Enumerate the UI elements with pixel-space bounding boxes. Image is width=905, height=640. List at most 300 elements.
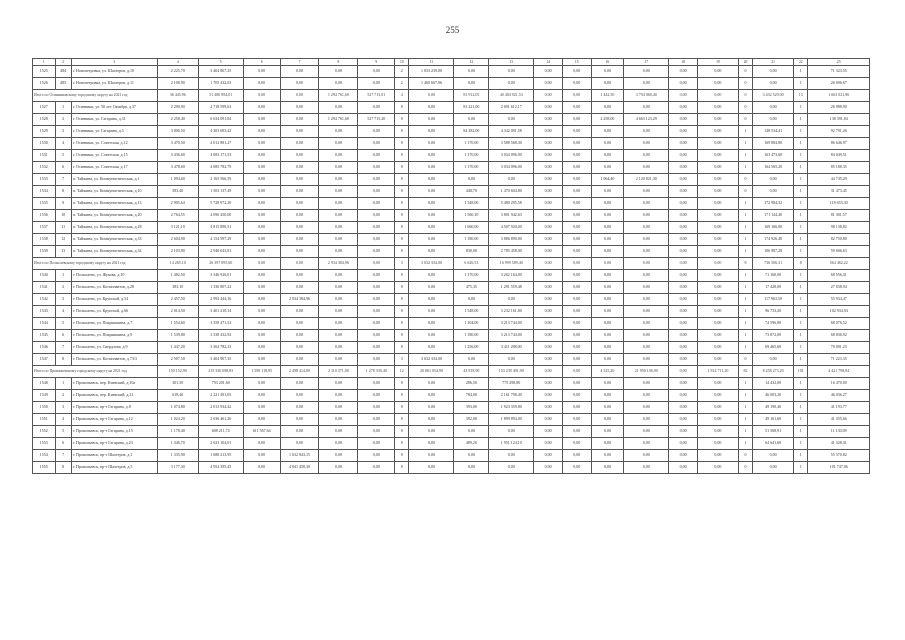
- register-table-sheet: [32, 58, 870, 598]
- table-cell: 0,00: [243, 306, 280, 318]
- table-cell: 0,00: [534, 450, 563, 462]
- table-cell: 0,00: [243, 210, 280, 222]
- table-cell: 0,00: [624, 78, 669, 90]
- table-cell: 0,00: [454, 66, 489, 78]
- table-cell: 0,00: [591, 186, 624, 198]
- table-cell: 102 934,94: [808, 306, 870, 318]
- table-cell: 1539: [33, 246, 56, 258]
- table-cell: 0,00: [624, 282, 669, 294]
- table-cell: 0,00: [280, 174, 319, 186]
- table-cell: 10: [55, 210, 71, 222]
- table-cell: 1 094,60: [157, 174, 198, 186]
- table-row: [33, 318, 870, 330]
- table-cell: 1: [794, 426, 808, 438]
- table-cell: 1542: [33, 294, 56, 306]
- table-cell: 489,20: [454, 438, 489, 450]
- table-cell: 0,00: [562, 426, 591, 438]
- table-cell: 2 120 821,30: [624, 174, 669, 186]
- table-cell: 0: [395, 282, 409, 294]
- table-cell: 13: [55, 246, 71, 258]
- table-cell: 0,00: [669, 102, 698, 114]
- table-cell: 0,00: [243, 246, 280, 258]
- table-cell: 1: [794, 162, 808, 174]
- table-cell: 0,00: [697, 210, 738, 222]
- table-cell: 0,00: [697, 414, 738, 426]
- table-cell: 2 764,55: [157, 210, 198, 222]
- table-cell: 0,00: [319, 342, 358, 354]
- table-cell: 43 918,90: [454, 366, 489, 378]
- table-cell: 0,00: [697, 390, 738, 402]
- table-cell: 3 432 529,00: [753, 90, 794, 102]
- table-cell: 0,00: [624, 294, 669, 306]
- table-cell: 0: [738, 102, 752, 114]
- table-cell: 0,00: [243, 186, 280, 198]
- table-cell: 0,00: [669, 270, 698, 282]
- address-cell: г. Прокопьевск, пер. Киевский, д.10а: [71, 378, 157, 390]
- table-cell: 0,00: [409, 246, 454, 258]
- table-cell: 0,00: [697, 342, 738, 354]
- table-cell: 0,00: [534, 354, 563, 366]
- table-cell: 1550: [33, 402, 56, 414]
- table-cell: 3 801 942,63: [489, 210, 534, 222]
- table-cell: 0,00: [280, 210, 319, 222]
- table-cell: 0,00: [319, 438, 358, 450]
- table-cell: 3 177,30: [157, 462, 198, 474]
- table-cell: 0: [395, 246, 409, 258]
- table-cell: 484: [55, 66, 71, 78]
- table-cell: 0,00: [624, 186, 669, 198]
- table-cell: 1: [738, 246, 752, 258]
- table-cell: 101 747,06: [808, 462, 870, 474]
- table-cell: 0,00: [591, 306, 624, 318]
- table-cell: 1528: [33, 114, 56, 126]
- table-cell: 0,00: [534, 102, 563, 114]
- table-cell: 2 498 414,00: [280, 366, 319, 378]
- table-cell: 2 992 444,16: [198, 294, 243, 306]
- table-cell: 73 872,00: [753, 330, 794, 342]
- table-cell: 0,00: [669, 294, 698, 306]
- table-row: [33, 150, 870, 162]
- table-cell: 82: [738, 366, 752, 378]
- table-cell: 0,00: [534, 174, 563, 186]
- table-cell: 0: [395, 270, 409, 282]
- table-cell: 0,00: [591, 270, 624, 282]
- table-cell: 0: [738, 78, 752, 90]
- table-cell: 0,00: [280, 330, 319, 342]
- table-cell: 1: [794, 66, 808, 78]
- table-cell: 1: [738, 294, 752, 306]
- table-cell: 1: [794, 174, 808, 186]
- table-cell: 0,00: [697, 66, 738, 78]
- address-cell: г. Новопетровка, ул. Шахтеров, д.11: [71, 78, 157, 90]
- table-cell: 0,00: [669, 342, 698, 354]
- table-cell: 0,00: [562, 234, 591, 246]
- table-cell: 1 180,00: [454, 234, 489, 246]
- address-cell: г. Осинники, ул. 50 лет Октября, д.37: [71, 102, 157, 114]
- address-cell: г. Прокопьевск, пр-т Шахтеров, д.1: [71, 450, 157, 462]
- table-cell: 16 470,00: [808, 378, 870, 390]
- table-cell: 0,00: [669, 426, 698, 438]
- table-cell: 5 480 295,58: [489, 198, 534, 210]
- table-cell: 1: [794, 78, 808, 90]
- table-cell: 1 539,80: [157, 330, 198, 342]
- table-cell: 2 161 798,40: [489, 390, 534, 402]
- table-cell: 4: [55, 138, 71, 150]
- table-cell: 0,00: [624, 210, 669, 222]
- table-cell: 0,00: [243, 438, 280, 450]
- table-cell: 3 411 288,00: [489, 342, 534, 354]
- table-cell: 1 548,00: [454, 306, 489, 318]
- table-cell: 0,00: [243, 402, 280, 414]
- table-cell: 0,00: [591, 234, 624, 246]
- column-number-cell: 23: [808, 59, 870, 66]
- table-cell: 0,00: [280, 102, 319, 114]
- table-cell: 36 445,96: [157, 90, 198, 102]
- table-cell: 0,00: [358, 150, 395, 162]
- table-cell: 0,00: [358, 330, 395, 342]
- table-cell: 0,00: [409, 390, 454, 402]
- table-cell: 0,00: [697, 126, 738, 138]
- table-cell: 1: [794, 354, 808, 366]
- table-cell: 0,00: [591, 246, 624, 258]
- table-cell: 0,00: [669, 438, 698, 450]
- table-row: [33, 414, 870, 426]
- table-cell: 0,00: [697, 438, 738, 450]
- table-cell: 1532: [33, 162, 56, 174]
- table-cell: 564 462,22: [808, 258, 870, 270]
- table-cell: 0,00: [562, 126, 591, 138]
- table-cell: 0,00: [358, 378, 395, 390]
- table-cell: 0,00: [319, 150, 358, 162]
- table-cell: 49 161,60: [753, 414, 794, 426]
- table-cell: 775 298,80: [489, 378, 534, 390]
- table-cell: 793 201,60: [198, 378, 243, 390]
- table-cell: 3 470,50: [157, 138, 198, 150]
- table-cell: 0,00: [280, 390, 319, 402]
- table-cell: 3 478,60: [157, 162, 198, 174]
- table-cell: 0,00: [562, 282, 591, 294]
- table-cell: 0,00: [534, 246, 563, 258]
- table-cell: 0,00: [358, 294, 395, 306]
- table-cell: 0,00: [697, 138, 738, 150]
- table-cell: 0,00: [669, 354, 698, 366]
- column-number-cell: 10: [395, 59, 409, 66]
- table-cell: 4: [55, 414, 71, 426]
- table-cell: 1 294 761,60: [319, 90, 358, 102]
- table-cell: 3 404 907,35: [198, 354, 243, 366]
- table-row: [33, 402, 870, 414]
- table-cell: 1 170,00: [454, 138, 489, 150]
- table-cell: 0,00: [534, 306, 563, 318]
- table-cell: 6: [55, 438, 71, 450]
- table-cell: 0,00: [624, 138, 669, 150]
- table-cell: 1: [794, 222, 808, 234]
- table-cell: 1538: [33, 234, 56, 246]
- table-cell: 0,00: [243, 378, 280, 390]
- table-cell: 0,00: [319, 390, 358, 402]
- table-cell: 0,00: [280, 354, 319, 366]
- address-cell: г. Осинники, ул. Советская, д.17: [71, 162, 157, 174]
- table-cell: 6: [55, 330, 71, 342]
- table-cell: 21 950 136,90: [624, 366, 669, 378]
- table-cell: 0,00: [409, 318, 454, 330]
- table-cell: 1: [738, 234, 752, 246]
- table-cell: 169 884,80: [753, 138, 794, 150]
- table-cell: 3: [55, 126, 71, 138]
- table-cell: 3 346 926,01: [198, 270, 243, 282]
- table-cell: 0: [395, 174, 409, 186]
- table-cell: 1 447,20: [157, 342, 198, 354]
- table-cell: 0: [738, 90, 752, 102]
- table-cell: 0,00: [280, 222, 319, 234]
- table-cell: 0,00: [591, 402, 624, 414]
- table-cell: 2: [395, 78, 409, 90]
- table-cell: 1: [738, 342, 752, 354]
- table-cell: 118 653,30: [808, 198, 870, 210]
- table-row: [33, 210, 870, 222]
- table-cell: 3 632 334,00: [409, 258, 454, 270]
- table-cell: 172 984,32: [753, 198, 794, 210]
- subtotal-label: Итого по Полысаевскому городскому округу на 2021 год: [33, 258, 158, 270]
- table-cell: 392,00: [454, 414, 489, 426]
- table-cell: 0,00: [669, 150, 698, 162]
- table-row: [33, 234, 870, 246]
- table-cell: 14 265,10: [157, 258, 198, 270]
- table-cell: 0,00: [280, 150, 319, 162]
- table-cell: 2 940 043,81: [198, 246, 243, 258]
- table-cell: 1: [794, 318, 808, 330]
- table-cell: 0,00: [697, 234, 738, 246]
- table-cell: 0,00: [669, 234, 698, 246]
- table-cell: 0,00: [591, 78, 624, 90]
- table-cell: 1535: [33, 198, 56, 210]
- table-cell: 0,00: [624, 66, 669, 78]
- table-cell: 1: [738, 222, 752, 234]
- column-number-cell: 3: [71, 59, 157, 66]
- table-cell: 106 987,20: [753, 246, 794, 258]
- table-cell: 0: [395, 126, 409, 138]
- table-cell: 736 506,31: [753, 258, 794, 270]
- table-cell: 0,00: [534, 378, 563, 390]
- table-cell: 0,00: [669, 390, 698, 402]
- table-cell: 0: [738, 462, 752, 474]
- table-cell: 3 213 744,00: [489, 318, 534, 330]
- table-cell: 0,00: [534, 270, 563, 282]
- column-number-cell: 2: [55, 59, 71, 66]
- subtotal-label: Итого по Прокопьевскому городскому округу на 2021 год: [33, 366, 158, 378]
- table-cell: 0,00: [669, 330, 698, 342]
- table-cell: 2 785 458,00: [489, 246, 534, 258]
- table-cell: 0: [395, 114, 409, 126]
- table-cell: 0,00: [319, 222, 358, 234]
- table-cell: 527 715,20: [358, 114, 395, 126]
- column-number-cell: 5: [198, 59, 243, 66]
- table-cell: 0,00: [358, 306, 395, 318]
- table-cell: 0: [395, 306, 409, 318]
- table-cell: 485: [55, 78, 71, 90]
- table-cell: 3: [395, 258, 409, 270]
- column-number-cell: 8: [319, 59, 358, 66]
- table-cell: 1 442,50: [591, 90, 624, 102]
- table-cell: 0,00: [489, 114, 534, 126]
- table-cell: 0,00: [562, 438, 591, 450]
- table-cell: 0,00: [697, 450, 738, 462]
- table-cell: 0,00: [319, 318, 358, 330]
- table-cell: 0,00: [562, 222, 591, 234]
- table-cell: 0,00: [697, 282, 738, 294]
- column-number-cell: 20: [738, 59, 752, 66]
- table-cell: 0,00: [624, 162, 669, 174]
- table-cell: 1: [794, 138, 808, 150]
- table-cell: 81 221,00: [454, 102, 489, 114]
- address-cell: г. Полысаево, ул. Космонавтов, д.28: [71, 282, 157, 294]
- table-cell: 0,00: [454, 462, 489, 474]
- table-cell: 0,00: [624, 450, 669, 462]
- table-cell: 0,00: [319, 354, 358, 366]
- table-cell: 0,00: [409, 378, 454, 390]
- table-cell: 0,00: [358, 102, 395, 114]
- table-cell: 1 074,80: [157, 402, 198, 414]
- table-cell: 0,00: [358, 270, 395, 282]
- table-cell: 0: [395, 426, 409, 438]
- table-cell: 0,00: [489, 354, 534, 366]
- table-cell: 1: [794, 186, 808, 198]
- table-cell: 0,00: [669, 378, 698, 390]
- table-cell: 1537: [33, 222, 56, 234]
- table-cell: 0: [395, 210, 409, 222]
- table-cell: 0,00: [624, 102, 669, 114]
- table-cell: 1530: [33, 138, 56, 150]
- table-cell: 0,00: [358, 342, 395, 354]
- table-cell: 448,70: [454, 186, 489, 198]
- table-cell: 0,00: [489, 174, 534, 186]
- table-cell: 4 663 123,29: [624, 114, 669, 126]
- column-number-cell: 4: [157, 59, 198, 66]
- table-cell: 0,00: [624, 150, 669, 162]
- table-cell: 1544: [33, 318, 56, 330]
- table-cell: 0,00: [697, 150, 738, 162]
- address-cell: п. Тайжина, ул. Коммунистическая, д.28: [71, 222, 157, 234]
- table-cell: 6 634 091,84: [198, 114, 243, 126]
- table-cell: 0,00: [358, 174, 395, 186]
- table-cell: 0,00: [409, 174, 454, 186]
- table-cell: 0,00: [319, 450, 358, 462]
- table-cell: 1: [738, 162, 752, 174]
- table-cell: 8: [738, 258, 752, 270]
- table-cell: 0,00: [280, 138, 319, 150]
- table-cell: 0,00: [534, 318, 563, 330]
- column-number-cell: 16: [591, 59, 624, 66]
- table-cell: 13: [794, 90, 808, 102]
- table-cell: 0,00: [669, 366, 698, 378]
- table-cell: 0,00: [358, 246, 395, 258]
- address-cell: г. Прокопьевск, пр-т Гагарина, д.23: [71, 438, 157, 450]
- table-cell: 0,00: [753, 462, 794, 474]
- table-cell: 41 328,31: [808, 438, 870, 450]
- table-cell: 82 750,80: [808, 234, 870, 246]
- table-cell: 68 076,52: [808, 318, 870, 330]
- table-cell: 2 108,90: [157, 78, 198, 90]
- table-cell: 3 121,10: [157, 222, 198, 234]
- table-cell: 1 336 807,22: [198, 282, 243, 294]
- table-cell: 0,00: [280, 306, 319, 318]
- table-cell: 1 256,00: [454, 342, 489, 354]
- table-cell: 1: [738, 150, 752, 162]
- table-cell: 0: [395, 402, 409, 414]
- table-cell: 0,00: [591, 330, 624, 342]
- address-cell: п. Тайжина, ул. Коммунистическая, д.20: [71, 210, 157, 222]
- table-cell: 0: [738, 186, 752, 198]
- table-cell: 5 728 972,20: [198, 198, 243, 210]
- table-cell: 1 482,50: [157, 270, 198, 282]
- table-cell: 0,00: [534, 462, 563, 474]
- table-cell: 0,00: [562, 138, 591, 150]
- table-cell: 0,00: [280, 234, 319, 246]
- table-cell: 1555: [33, 462, 56, 474]
- table-cell: 1548: [33, 378, 56, 390]
- address-cell: г. Полысаево, ул. Космонавтов, д.73/3: [71, 354, 157, 366]
- table-cell: 2 013 934,42: [198, 402, 243, 414]
- table-cell: 0,00: [534, 126, 563, 138]
- table-cell: 69 465,60: [753, 342, 794, 354]
- table-cell: 1 923 359,80: [489, 402, 534, 414]
- table-cell: 0,00: [562, 294, 591, 306]
- table-cell: 1: [738, 378, 752, 390]
- table-cell: 1 170,00: [454, 150, 489, 162]
- table-cell: 0,00: [591, 138, 624, 150]
- table-cell: 0,00: [697, 318, 738, 330]
- table-row: [33, 102, 870, 114]
- table-cell: 0,00: [319, 126, 358, 138]
- table-cell: 0,00: [409, 450, 454, 462]
- table-cell: 0,00: [697, 270, 738, 282]
- table-cell: 1533: [33, 174, 56, 186]
- table-cell: 40 404 921,53: [489, 90, 534, 102]
- table-cell: 0,00: [562, 378, 591, 390]
- table-cell: 608 211,74: [198, 426, 243, 438]
- subtotal-row: [33, 258, 870, 270]
- table-cell: 0,00: [591, 210, 624, 222]
- table-cell: 0,00: [591, 150, 624, 162]
- table-cell: 475,35: [454, 282, 489, 294]
- table-cell: 1: [738, 138, 752, 150]
- table-cell: 26 696,67: [808, 78, 870, 90]
- table-cell: 0,00: [243, 90, 280, 102]
- table-cell: 0,00: [319, 234, 358, 246]
- table-cell: 0,00: [562, 306, 591, 318]
- table-cell: 8: [55, 462, 71, 474]
- table-cell: 0: [395, 234, 409, 246]
- table-cell: 1 503 137,49: [198, 186, 243, 198]
- table-cell: 0,00: [669, 162, 698, 174]
- table-cell: 2 457,50: [157, 294, 198, 306]
- table-cell: 4 303 693,42: [198, 126, 243, 138]
- table-cell: 0,00: [669, 66, 698, 78]
- table-cell: 0,00: [243, 354, 280, 366]
- table-cell: 3 404 867,25: [198, 66, 243, 78]
- table-cell: 0,00: [624, 246, 669, 258]
- table-cell: 0: [395, 342, 409, 354]
- table-cell: 0,00: [409, 138, 454, 150]
- table-cell: 0,00: [669, 414, 698, 426]
- table-cell: 0,00: [753, 66, 794, 78]
- table-cell: 0,00: [243, 66, 280, 78]
- table-cell: 0,00: [409, 438, 454, 450]
- table-cell: 0,00: [562, 390, 591, 402]
- table-cell: 0,00: [454, 114, 489, 126]
- table-cell: 0,00: [319, 78, 358, 90]
- table-cell: 7: [55, 174, 71, 186]
